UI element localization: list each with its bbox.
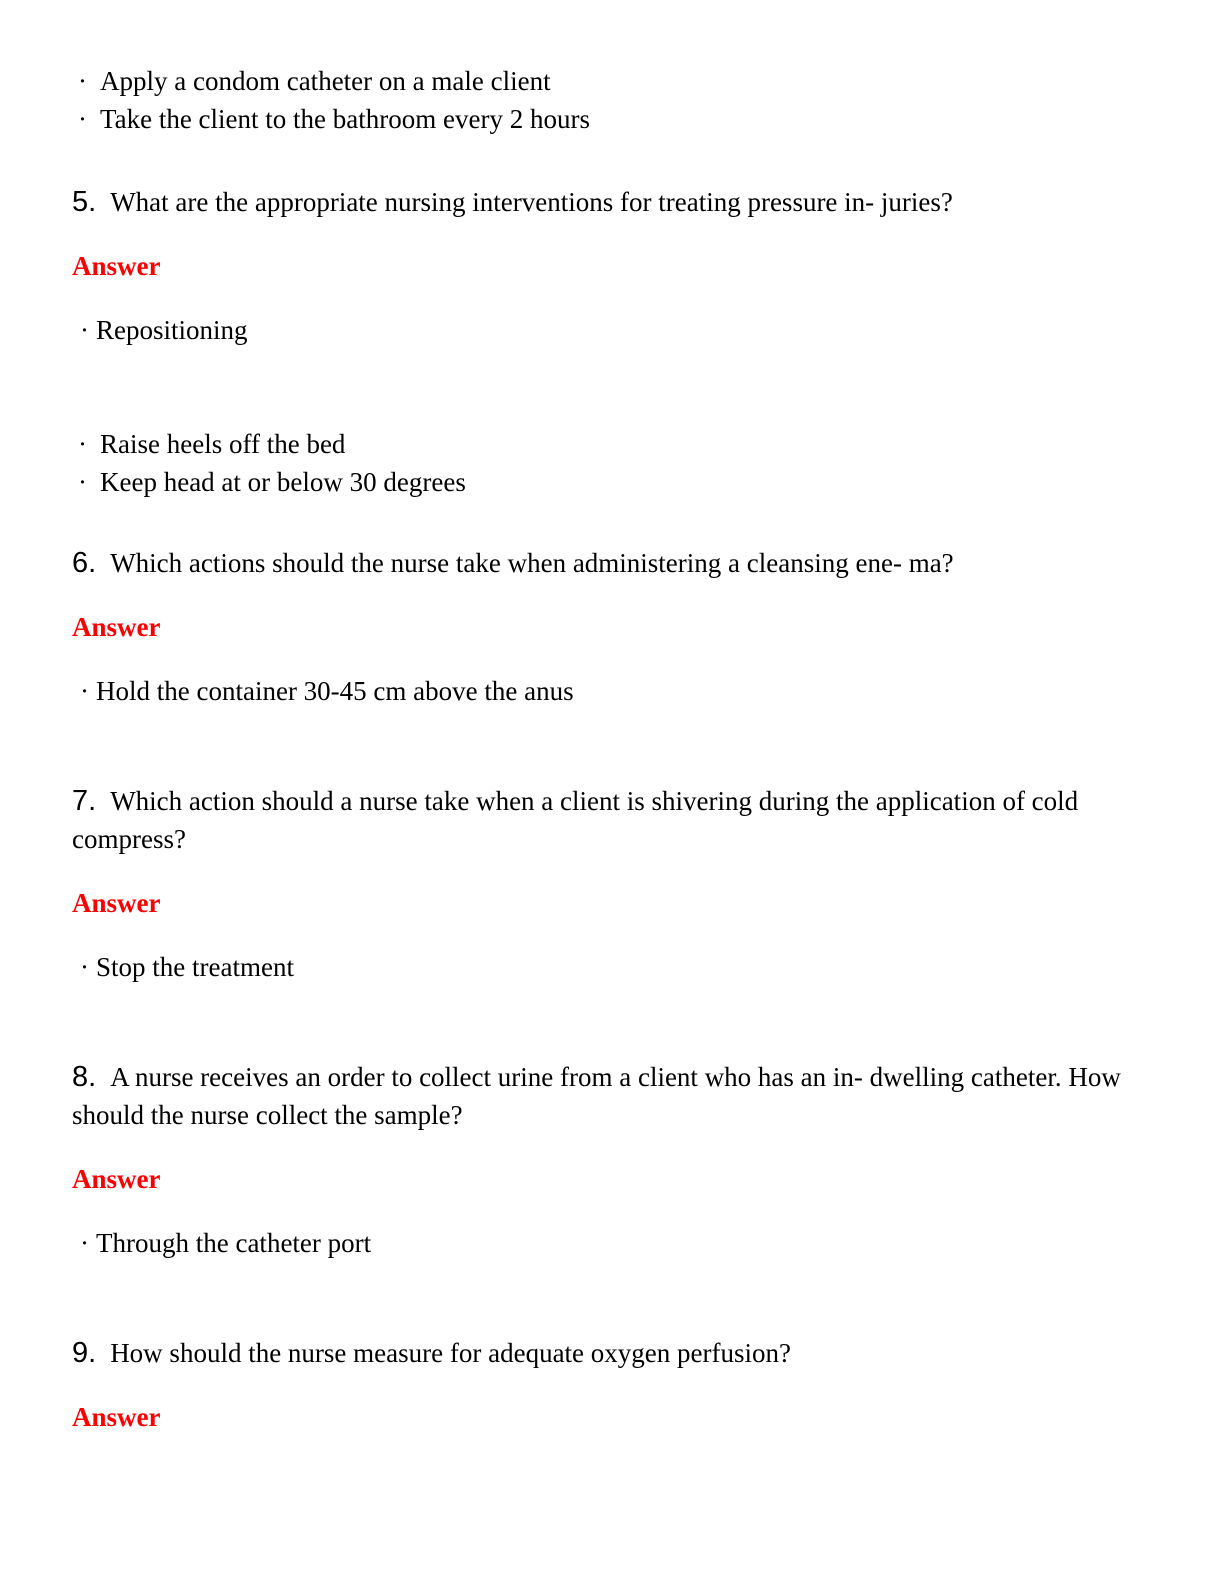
answer-text: Repositioning [96,315,248,345]
answer-item [72,425,1154,463]
question-number: 7. [72,785,97,817]
question-number: 6. [72,547,97,579]
question-number: 9. [72,1337,97,1369]
question-body: Which action should a nurse take when a client is shivering during the application of cold compress? [72,786,1079,854]
list-item [72,62,1154,100]
answer-item [72,311,1154,349]
question-text [72,1058,1154,1134]
question-block-9 [72,1334,1154,1436]
answer-heading: Answer [72,612,161,642]
answer-heading: Answer [72,251,161,281]
question-text [72,183,1154,221]
question-number: 5. [72,186,97,218]
bullet-icon: · [80,676,89,706]
answer-text: Stop the treatment [96,952,294,982]
list-item [72,100,1154,138]
list-item-text: Take the client to the bathroom every 2 hours [100,104,590,134]
answer-item [72,948,1154,986]
answer-heading: Answer [72,1164,161,1194]
question-text [72,544,1154,582]
answer-item [72,1224,1154,1262]
bullet-icon: · [80,1228,89,1258]
bullet-icon: · [78,429,87,459]
question-body: A nurse receives an order to collect urine from a client who has an in- dwelling catheter. How should the nurse collect the sample? [72,1062,1121,1130]
question-body: What are the appropriate nursing interventions for treating pressure in- juries? [110,187,953,217]
answer-text: Hold the container 30-45 cm above the anus [96,676,574,706]
answer-heading: Answer [72,1402,161,1432]
question-block-5 [72,183,1154,501]
answer-heading: Answer [72,888,161,918]
question-body: Which actions should the nurse take when administering a cleansing ene- ma? [110,548,954,578]
question-block-7 [72,782,1154,986]
list-item-text: Apply a condom catheter on a male client [100,66,551,96]
answer-text: Through the catheter port [96,1228,372,1258]
answer-item [72,672,1154,710]
bullet-icon: · [80,315,89,345]
bullet-icon: · [78,467,87,497]
question-text [72,782,1154,858]
question-block-8 [72,1058,1154,1262]
bullet-icon: · [78,104,87,134]
bullet-icon: · [80,952,89,982]
question-number: 8. [72,1061,97,1093]
question-text [72,1334,1154,1372]
question-body: How should the nurse measure for adequate oxygen perfusion? [110,1338,791,1368]
question-block-6 [72,544,1154,710]
answer-text: Keep head at or below 30 degrees [100,467,466,497]
answer-text: Raise heels off the bed [100,429,346,459]
intro-bullet-list [72,62,1154,138]
bullet-icon: · [78,66,87,96]
answer-item [72,463,1154,501]
